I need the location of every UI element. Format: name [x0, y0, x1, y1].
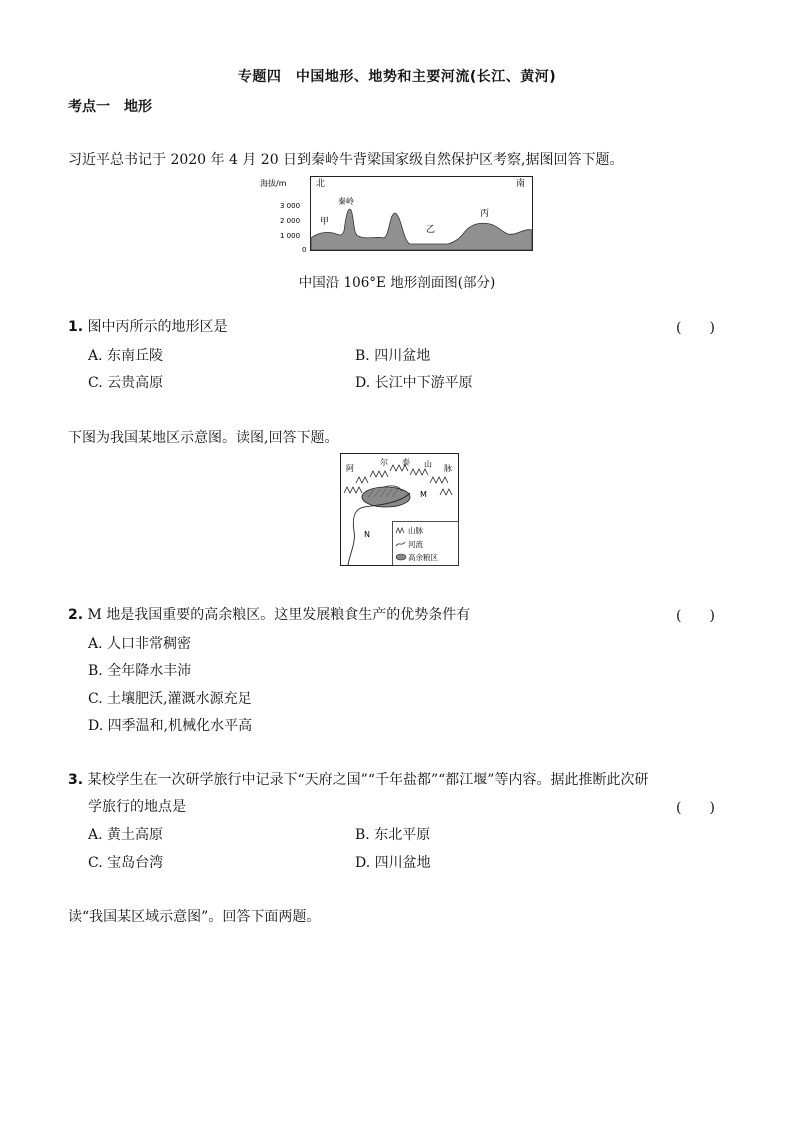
- legend-grain-label: 高余粮区: [408, 553, 438, 562]
- q3-option-c: C. 宝岛台湾: [88, 855, 164, 871]
- map-char-4: 山: [424, 460, 432, 469]
- q2-option-a: A. 人口非常稠密: [88, 636, 192, 652]
- q1-stem: [68, 317, 228, 337]
- profile-north-label: 北: [316, 179, 326, 189]
- q2-stem: [68, 605, 470, 625]
- profile-label-yi: 乙: [426, 225, 436, 235]
- profile-south-label: 南: [516, 179, 526, 189]
- profile-label-jia: 甲: [320, 217, 330, 227]
- profile-terrain: [311, 209, 532, 250]
- profile-tick-1000: 1 000: [280, 232, 301, 240]
- q3-option-d: D. 四川盆地: [355, 855, 431, 871]
- profile-tick-0: 0: [302, 246, 307, 254]
- q1-stem-text: 图中丙所示的地形区是: [87, 319, 228, 335]
- region-sketch-map: [340, 453, 460, 567]
- legend-river-label: 河流: [408, 540, 423, 549]
- intro-paragraph-2: 下图为我国某地区示意图。读图,回答下题。: [68, 430, 339, 446]
- q3-option-a: A. 黄土高原: [88, 827, 164, 843]
- profile-label-bing: 丙: [480, 209, 490, 219]
- q3-stem-line2: 学旅行的地点是: [88, 799, 186, 815]
- q2-answer-blank: ( ): [676, 608, 715, 624]
- q1-option-b: B. 四川盆地: [355, 348, 431, 364]
- page-title: 专题四 中国地形、地势和主要河流(长江、黄河): [237, 69, 557, 85]
- elevation-profile-figure: [258, 176, 534, 254]
- q1-option-c: C. 云贵高原: [88, 375, 164, 391]
- q1-answer-blank: ( ): [676, 320, 715, 336]
- q2-option-c: C. 土壤肥沃,灌溉水源充足: [88, 691, 252, 707]
- map-char-1: 阿: [346, 464, 354, 473]
- profile-y-axis-label: 海拔/m: [260, 179, 287, 188]
- legend-grain-icon: [396, 554, 406, 560]
- q3-stem-text-1: 某校学生在一次研学旅行中记录下“天府之国”“千年盐都”“都江堰”等内容。据此推断此次研: [87, 772, 649, 788]
- q2-stem-text: M 地是我国重要的高余粮区。这里发展粮食生产的优势条件有: [87, 607, 471, 623]
- q3-answer-blank: ( ): [676, 800, 715, 816]
- q3-option-b: B. 东北平原: [355, 827, 431, 843]
- legend-mountain-label: 山脉: [408, 526, 423, 535]
- profile-tick-3000: 3 000: [280, 202, 301, 210]
- profile-caption: 中国沿 106°E 地形剖面图(部分): [298, 275, 496, 291]
- profile-label-qinling: 秦岭: [338, 197, 354, 206]
- q2-option-b: B. 全年降水丰沛: [88, 663, 192, 679]
- intro-paragraph-3: 读“我国某区域示意图”。回答下面两题。: [68, 909, 321, 925]
- q1-option-a: A. 东南丘陵: [88, 348, 164, 364]
- q3-number: 3.: [68, 772, 84, 788]
- q3-stem-line1: [68, 770, 648, 790]
- q2-option-d: D. 四季温和,机械化水平高: [88, 718, 253, 734]
- map-label-m: M: [420, 490, 427, 499]
- map-char-5: 脉: [444, 464, 452, 473]
- map-label-n: N: [364, 530, 370, 539]
- profile-tick-2000: 2 000: [280, 217, 301, 225]
- map-char-3: 泰: [402, 458, 410, 467]
- section-heading: 考点一 地形: [68, 99, 152, 115]
- q1-number: 1.: [68, 319, 84, 335]
- q1-option-d: D. 长江中下游平原: [355, 375, 473, 391]
- map-char-2: 尔: [380, 458, 388, 467]
- q2-number: 2.: [68, 607, 84, 623]
- intro-paragraph-1: 习近平总书记于 2020 年 4 月 20 日到秦岭牛背梁国家级自然保护区考察,据图回答下题。: [68, 152, 624, 168]
